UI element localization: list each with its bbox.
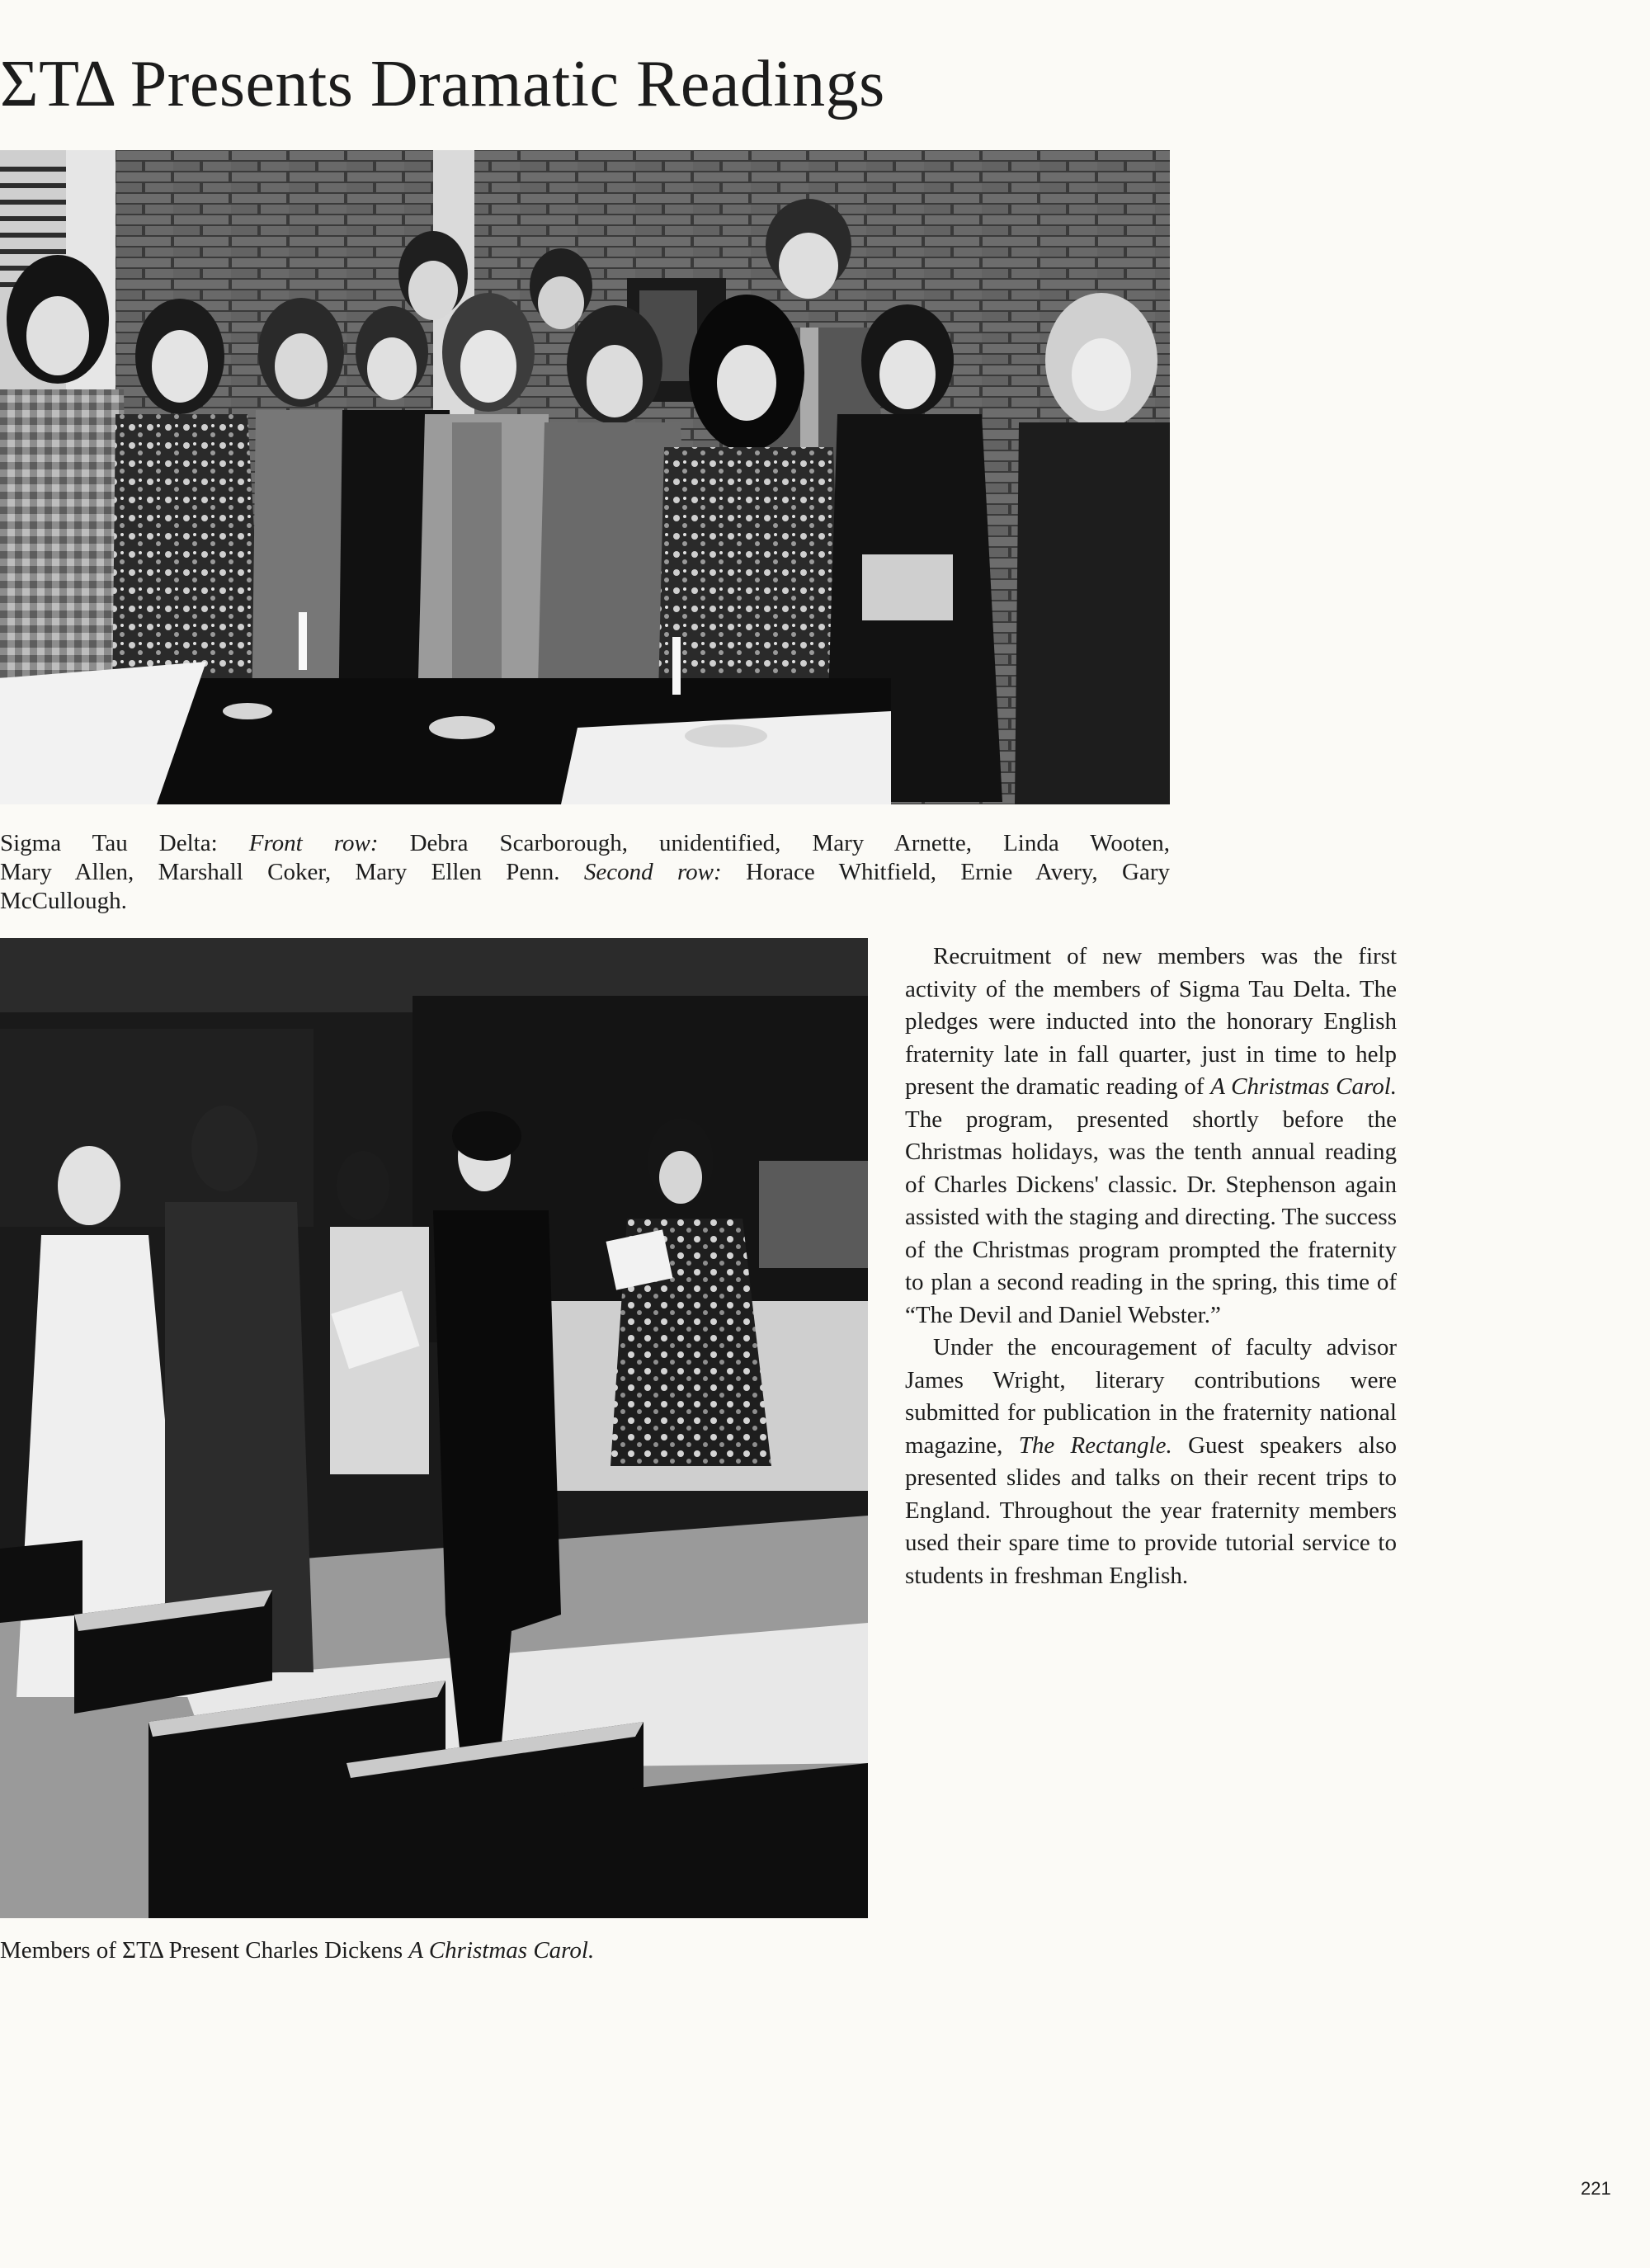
reading-caption-title: A Christmas Carol. — [408, 1937, 595, 1964]
article-p1-text-cont: The program, presented shortly before the Christmas holidays, was the tenth annual reading of Charles Dickens' classic. Dr. Stephenson again assisted with the staging and directing. The success of the Christmas program prompted the fraternity to plan a second reading in the spring, this time of “The Devil and Daniel Webster.” — [905, 1106, 1397, 1328]
article-p1-text: Recruitment of new members was the first activity of the members of Sigma Tau Delta. The pledges were inducted into the honorary English fraternity late in fall quarter, just in time to help present the dramatic reading of — [905, 943, 1397, 1100]
article-p2-title: The Rectangle. — [1018, 1431, 1172, 1459]
caption-label-second-row: Second row: — [583, 859, 722, 885]
page-number: 221 — [1581, 2178, 1611, 2199]
article-p2-text: Under the encouragement of faculty advisor James Wright, literary contributions were submitted for publication in the fraternity national magazine, — [905, 1334, 1397, 1459]
caption-second-row-names-cont: McCullough. — [0, 888, 127, 914]
reading-caption-text: Members of ΣΤΔ Present Charles Dickens — [0, 1937, 409, 1964]
reading-photo — [0, 938, 868, 1918]
caption-label-front-row: Front row: — [248, 830, 379, 856]
group-photo-image — [0, 150, 1170, 804]
page-title: ΣΤΔ Presents Dramatic Readings — [0, 48, 885, 120]
article-paragraph-2 — [905, 1332, 1397, 1592]
article-paragraph-1 — [905, 941, 1397, 1332]
group-photo — [0, 150, 1170, 804]
article-p2-text-cont: Guest speakers also presented slides and talks on their recent trips to England. Throughout the year fraternity members used their spare time to provide tutorial service to students in freshman English. — [905, 1431, 1397, 1589]
article-p1-title: A Christmas Carol. — [1210, 1073, 1398, 1100]
caption-lead: Sigma Tau Delta: — [0, 830, 249, 856]
group-photo-caption — [0, 829, 1170, 916]
caption-second-row-names: Horace Whitfield, Ernie Avery, Gary — [721, 859, 1170, 885]
article-body — [905, 941, 1397, 1592]
reading-photo-image — [0, 938, 868, 1918]
caption-front-row-names: Debra Scarborough, unidentified, Mary Arnette, Linda Wooten, — [378, 830, 1170, 856]
reading-photo-caption — [0, 1936, 908, 1965]
caption-front-row-names-cont: Mary Allen, Marshall Coker, Mary Ellen Penn. — [0, 859, 584, 885]
